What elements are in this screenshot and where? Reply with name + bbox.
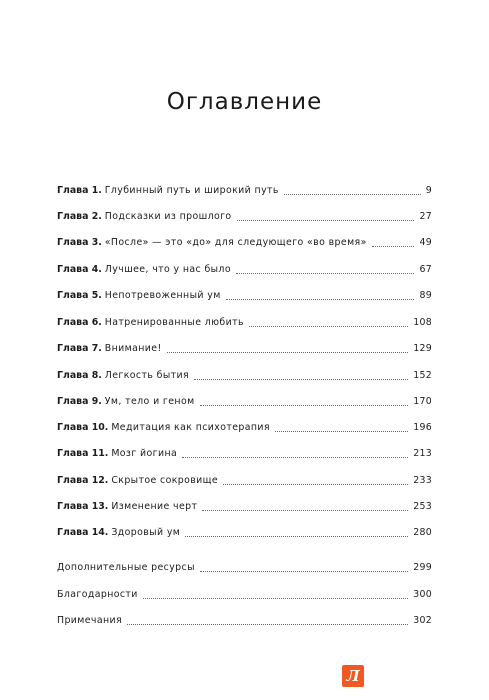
dot-leader: [167, 351, 409, 353]
chapter-label: Глава 3.: [57, 237, 102, 248]
chapter-title: Внимание!: [104, 343, 162, 354]
chapter-label: Глава 4.: [57, 264, 102, 275]
chapter-title: Изменение черт: [111, 501, 198, 512]
dot-leader: [202, 509, 408, 511]
page-number: 108: [413, 317, 432, 328]
dot-leader: [182, 456, 408, 458]
chapter-label: Глава 2.: [57, 211, 102, 222]
chapter-label: Глава 5.: [57, 290, 102, 301]
dot-leader: [226, 298, 415, 300]
page-number: 299: [413, 562, 432, 573]
chapter-label: Глава 8.: [57, 370, 102, 381]
page-number: 280: [413, 527, 432, 538]
chapter-title: «После» — это «до» для следующего «во время»: [104, 237, 367, 248]
dot-leader: [143, 597, 408, 599]
page-number: 302: [413, 615, 432, 626]
chapter-title: Непотревоженный ум: [104, 290, 221, 301]
dot-leader: [194, 378, 408, 380]
toc-entry: [57, 420, 432, 434]
page-number: 300: [413, 589, 432, 600]
dot-leader: [275, 430, 408, 432]
toc-entry: [57, 525, 432, 539]
chapter-label: Глава 6.: [57, 317, 102, 328]
chapter-label: Глава 13.: [57, 501, 109, 512]
section-title: Благодарности: [57, 589, 138, 600]
page-number: 253: [413, 501, 432, 512]
page-number: 170: [413, 396, 432, 407]
page-number: 129: [413, 343, 432, 354]
toc-entry: [57, 499, 432, 513]
page-title: Оглавление: [166, 89, 323, 116]
toc-entry: [57, 368, 432, 382]
section-title: Дополнительные ресурсы: [57, 562, 195, 573]
chapter-title: Лучшее, что у нас было: [104, 264, 231, 275]
toc-entry: [57, 341, 432, 355]
toc-entry: [57, 473, 432, 487]
chapter-label: Глава 1.: [57, 185, 102, 196]
dot-leader: [200, 570, 408, 572]
page-number: 89: [419, 290, 432, 301]
logo-letter: Л: [346, 666, 360, 685]
chapter-label: Глава 9.: [57, 396, 102, 407]
publisher-logo: [342, 665, 364, 687]
section-title: Примечания: [57, 615, 123, 626]
dot-leader: [185, 535, 408, 537]
page-number: 67: [419, 264, 432, 275]
toc-entry: [57, 394, 432, 408]
chapter-label: Глава 14.: [57, 527, 109, 538]
dot-leader: [372, 245, 415, 247]
dot-leader: [236, 272, 415, 274]
chapter-title: Здоровый ум: [111, 527, 181, 538]
page-number: 233: [413, 475, 432, 486]
page-number: 196: [413, 422, 432, 433]
toc-entry: [57, 446, 432, 460]
dot-leader: [223, 483, 408, 485]
dot-leader: [249, 325, 408, 327]
dot-leader: [284, 193, 421, 195]
dot-leader: [127, 623, 408, 625]
page-number: 49: [419, 237, 432, 248]
chapter-title: Мозг йогина: [111, 448, 178, 459]
toc-entry: [57, 262, 432, 276]
chapter-title: Натренированные любить: [104, 317, 244, 328]
toc-entry: [57, 235, 432, 249]
toc-entry: [57, 613, 432, 627]
dot-leader: [237, 219, 415, 221]
toc-entry: [57, 587, 432, 601]
chapter-title: Медитация как психотерапия: [111, 422, 270, 433]
chapter-label: Глава 10.: [57, 422, 109, 433]
toc-entry: [57, 183, 432, 197]
chapter-title: Ум, тело и геном: [104, 396, 195, 407]
page-number: 213: [413, 448, 432, 459]
toc-entry: [57, 288, 432, 302]
toc-entry: [57, 315, 432, 329]
chapter-title: Глубинный путь и широкий путь: [104, 185, 279, 196]
chapter-label: Глава 12.: [57, 475, 109, 486]
page-number: 27: [419, 211, 432, 222]
dot-leader: [200, 404, 409, 406]
chapter-title: Легкость бытия: [104, 370, 190, 381]
toc-entry: [57, 209, 432, 223]
chapter-title: Скрытое сокровище: [111, 475, 219, 486]
chapter-label: Глава 11.: [57, 448, 109, 459]
page-number: 9: [425, 185, 432, 196]
toc-entry: [57, 560, 432, 574]
chapter-title: Подсказки из прошлого: [104, 211, 232, 222]
page-number: 152: [413, 370, 432, 381]
chapter-label: Глава 7.: [57, 343, 102, 354]
